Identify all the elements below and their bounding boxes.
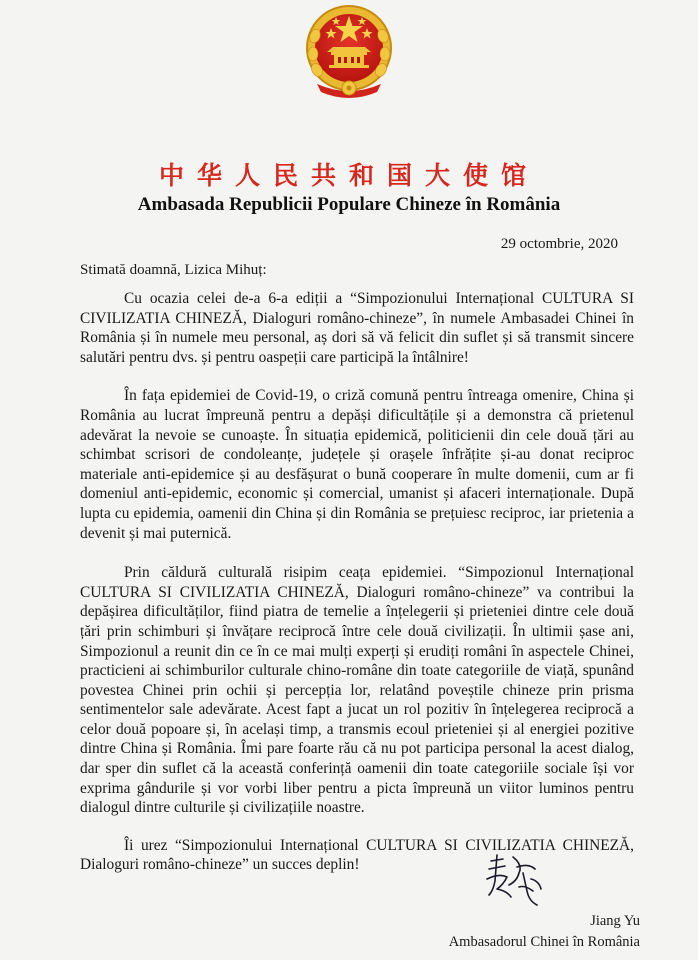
national-emblem-icon: [303, 2, 395, 102]
paragraph: Cu ocazia celei de-a 6-a ediții a “Simpozionului Internațional CULTURA SI CIVILIZATIA CHINEZĂ, Dialoguri româno-chineze”, în numele Ambasadei Chinei în România și în numele meu personal, aș dori să vă felicit din suflet și să transmit sincere salutări pentru dvs. și pentru oaspeții care participă la întâlnire!: [80, 290, 634, 366]
embassy-name-romanian: Ambasada Republicii Populare Chineze în România: [137, 194, 561, 215]
signer-title: Ambasadorul Chinei în România: [448, 934, 640, 950]
handwritten-signature: [483, 851, 547, 911]
letter-date: 29 octombrie, 2020: [500, 236, 618, 252]
letter-greeting: Stimată doamnă, Lizica Mihuț:: [80, 262, 267, 278]
signer-name: Jiang Yu: [590, 913, 640, 929]
paragraph: Îi urez “Simpozionului Internațional CULTURA SI CIVILIZATIA CHINEZĂ, Dialoguri româno-chineze” un succes deplin!: [80, 836, 634, 874]
paragraph: În fața epidemiei de Covid-19, o criză comună pentru întreaga omenire, China și România au lucrat împreună pentru a depăși dificultățile și a demonstra că prietenul adevărat la nevoie se cunoaște. În situația epidemică, politicienii din cele două țări au schimbat scrisori de condoleanțe, județele și orașele înfrățite și-au donat reciproc materiale anti-epidemice și au desfășurat o bună cooperare în multe domenii, cum ar fi domeniul anti-epidemic, economic și comercial, umanist și afaceri internaționale. După lupta cu epidemia, oamenii din China și din România se prețuiesc reciproc, iar prietenia a devenit și mai puternică.: [80, 387, 634, 542]
embassy-name-chinese: 中华人民共和国大使馆: [158, 161, 539, 190]
letter-body: [80, 289, 634, 889]
paragraph: Prin căldură culturală risipim ceața epidemiei. “Simpozionul Internațional CULTURA SI CIVILIZATIA CHINEZĂ, Dialoguri româno-chineze” va contribui la depășirea dificultăților, fiind piatra de temelie a înțelegerii și prieteniei dintre cele două țări prin schimburi și învățare reciprocă între cele două civilizații. În ultimii șase ani, Simpozionul a reunit din ce în ce mai mulți experți și erudiți români în aspectele Chinei, practicieni ai schimburilor culturale chino-române din toate categoriile de viață, spunând povestea Chinei prin ochii și percepția lor, relatând poveștile chineze prin prisma sentimentelor sale adevărate. Acest fapt a jucat un rol pozitiv în înțelegerea reciprocă a celor două popoare și, în același timp, a transmis ecoul prieteniei și al energiei pozitive dintre China și România. Îmi pare foarte rău că nu pot participa personal la acest dialog, dar sper din suflet că la această conferință oamenii din toate categoriile sociale își vor exprima gândurile și vor vorbi liber pentru a picta împreună un viitor luminos pentru dialogul dintre culturile și civilizațiile noastre.: [80, 564, 634, 817]
